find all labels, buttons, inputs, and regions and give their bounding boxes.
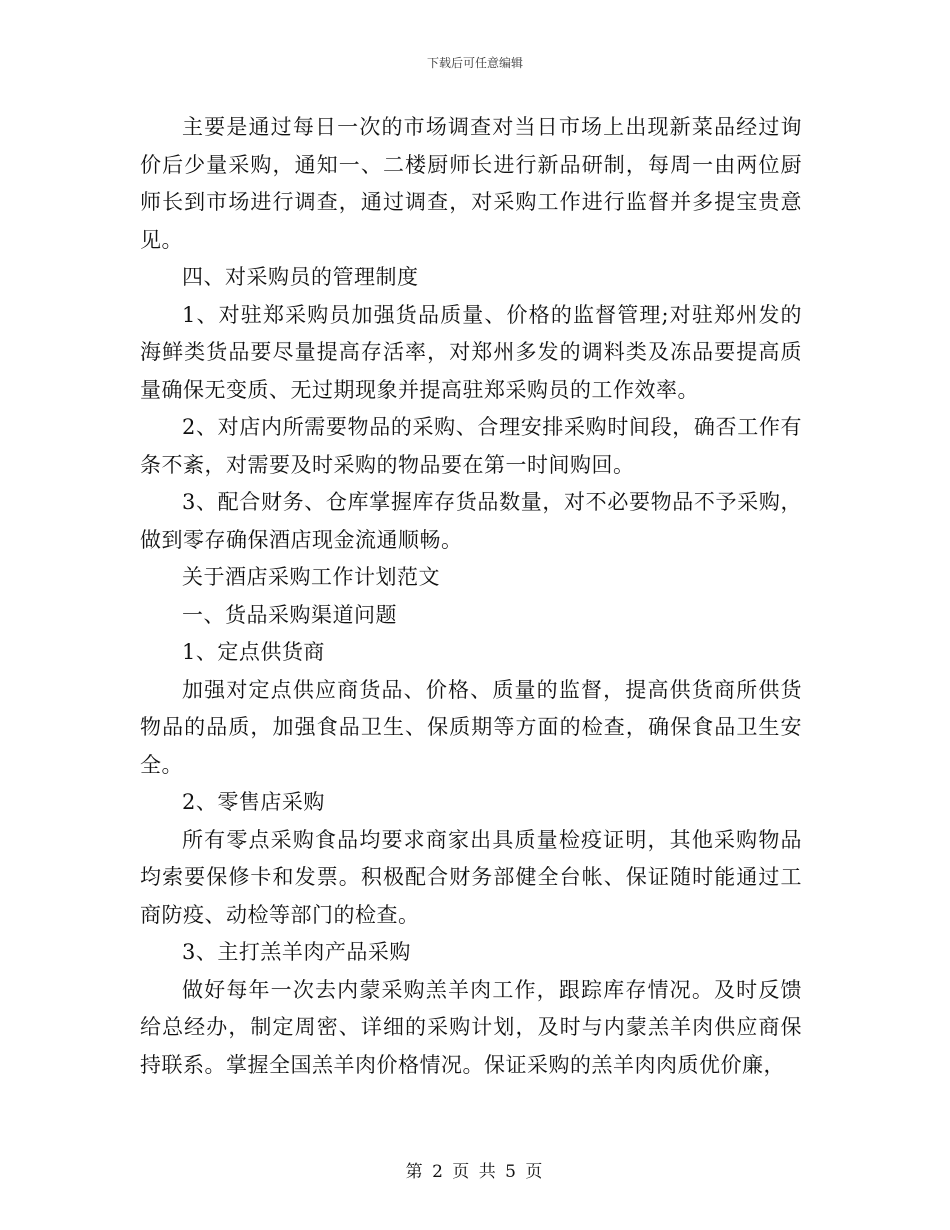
paragraph-lamb: 做好每年一次去内蒙采购羔羊肉工作，跟踪库存情况。及时反馈给总经办，制定周密、详细的采购计划，及时与内蒙羔羊肉供应商保持联系。掌握全国羔羊肉价格情况。保证采购的羔羊肉肉质优价廉， bbox=[140, 977, 802, 1077]
page-header: 下载后可任意编辑 bbox=[426, 56, 523, 70]
document-body bbox=[140, 109, 802, 1084]
section-heading-channels: 一、货品采购渠道问题 bbox=[182, 602, 397, 627]
subheading-retail: 2、零售店采购 bbox=[182, 790, 325, 814]
paragraph-store-purchase: 2、对店内所需要物品的采购、合理安排采购时间段，确否工作有条不紊，对需要及时采购的物品要在第一时间购回。 bbox=[140, 415, 802, 477]
section-heading-buyer-management: 四、对采购员的管理制度 bbox=[182, 265, 419, 289]
subheading-fixed-supplier: 1、定点供货商 bbox=[182, 640, 325, 664]
paragraph-market-survey: 主要是通过每日一次的市场调查对当日市场上出现新菜品经过询价后少量采购，通知一、二楼厨师长进行新品研制，每周一由两位厨师长到市场进行调查，通过调查，对采购工作进行监督并多提宝贵意见。 bbox=[140, 115, 802, 252]
page-footer: 第 2 页 共 5 页 bbox=[405, 1162, 545, 1182]
subheading-lamb: 3、主打羔羊肉产品采购 bbox=[182, 940, 411, 964]
paragraph-zhengzhou-buyer: 1、对驻郑采购员加强货品质量、价格的监督管理;对驻郑州发的海鲜类货品要尽量提高存活率，对郑州多发的调料类及冻品要提高质量确保无变质、无过期现象并提高驻郑采购员的工作效率。 bbox=[140, 302, 802, 402]
paragraph-retail: 所有零点采购食品均要求商家出具质量检疫证明，其他采购物品均索要保修卡和发票。积极配合财务部健全台帐、保证随时能通过工商防疫、动检等部门的检查。 bbox=[140, 827, 802, 927]
paragraph-fixed-supplier: 加强对定点供应商货品、价格、质量的监督，提高供货商所供货物品的品质，加强食品卫生、保质期等方面的检查，确保食品卫生安全。 bbox=[140, 677, 802, 777]
document-title: 关于酒店采购工作计划范文 bbox=[182, 565, 440, 589]
paragraph-inventory: 3、配合财务、仓库掌握库存货品数量，对不必要物品不予采购，做到零存确保酒店现金流通顺畅。 bbox=[140, 490, 802, 552]
